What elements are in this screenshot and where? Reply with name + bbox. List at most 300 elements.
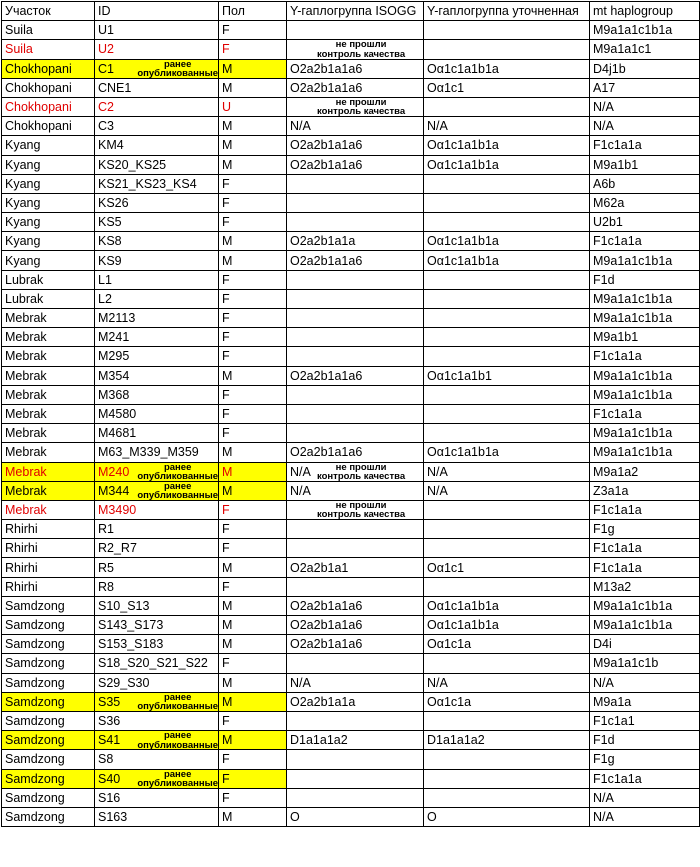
- previously-published-line1: ранее: [163, 692, 192, 703]
- table-row: [2, 404, 700, 423]
- cell-site: [2, 117, 95, 136]
- cell-y-isogg-text: O2a2b1a1a6: [290, 157, 363, 172]
- cell-id: [95, 596, 219, 615]
- cell-site-text: Mebrak: [5, 426, 47, 441]
- cell-y-isogg-text: O: [290, 809, 300, 824]
- cell-sex-text: F: [222, 541, 230, 556]
- cell-mt-haplogroup-text: F1d: [593, 733, 615, 748]
- cell-id-text: S143_S173: [98, 618, 164, 633]
- cell-y-isogg: [287, 443, 424, 462]
- table-row: [2, 769, 700, 788]
- cell-sex: [219, 232, 287, 251]
- cell-site: [2, 213, 95, 232]
- cell-id-text: KS8: [98, 234, 122, 249]
- cell-id-text: KS26: [98, 195, 129, 210]
- cell-mt-haplogroup-text: F1c1a1a: [593, 541, 642, 556]
- cell-mt-haplogroup: [590, 155, 700, 174]
- table-row: [2, 251, 700, 270]
- cell-id: [95, 692, 219, 711]
- cell-mt-haplogroup: [590, 596, 700, 615]
- cell-id-text: KS9: [98, 253, 122, 268]
- cell-mt-haplogroup-text: A6b: [593, 176, 616, 191]
- cell-mt-haplogroup-text: M9a1a1c1b: [593, 656, 659, 671]
- cell-sex-text: F: [222, 311, 230, 326]
- cell-site-text: Chokhopani: [5, 119, 72, 134]
- cell-id: [95, 711, 219, 730]
- cell-id-text: S40: [98, 771, 121, 786]
- cell-site-text: Mebrak: [5, 311, 47, 326]
- cell-id-text: R1: [98, 522, 114, 537]
- cell-mt-haplogroup-text: F1c1a1a: [593, 560, 642, 575]
- cell-id: [95, 807, 219, 826]
- table-row: [2, 616, 700, 635]
- table-row: [2, 78, 700, 97]
- haplogroup-table: [1, 1, 700, 827]
- cell-sex: [219, 366, 287, 385]
- cell-sex-text: F: [222, 176, 230, 191]
- cell-id: [95, 59, 219, 78]
- cell-y-isogg: [287, 807, 424, 826]
- cell-sex-text: M: [222, 61, 233, 76]
- cell-mt-haplogroup-text: M9a1a1c1b1a: [593, 387, 673, 402]
- cell-y-isogg-text: O2a2b1a1a6: [290, 80, 363, 95]
- previously-published-note: [137, 693, 218, 712]
- previously-published-note: [137, 731, 218, 750]
- table-row: [2, 577, 700, 596]
- cell-site: [2, 385, 95, 404]
- cell-sex: [219, 59, 287, 78]
- table-row: [2, 59, 700, 78]
- cell-y-isogg: [287, 97, 424, 116]
- previously-published-line2: опубликованные: [137, 778, 218, 789]
- cell-sex-text: M: [222, 483, 233, 498]
- cell-site: [2, 654, 95, 673]
- cell-y-isogg: [287, 155, 424, 174]
- cell-mt-haplogroup-text: F1c1a1a: [593, 234, 642, 249]
- cell-site: [2, 788, 95, 807]
- cell-mt-haplogroup-text: M62a: [593, 195, 625, 210]
- cell-mt-haplogroup-text: M9a1b1: [593, 157, 639, 172]
- cell-site: [2, 577, 95, 596]
- cell-mt-haplogroup: [590, 481, 700, 500]
- cell-sex: [219, 692, 287, 711]
- cell-y-refined: [424, 654, 590, 673]
- cell-id-text: S16: [98, 790, 121, 805]
- cell-sex: [219, 731, 287, 750]
- cell-sex: [219, 40, 287, 59]
- cell-id: [95, 97, 219, 116]
- cell-site-text: Chokhopani: [5, 100, 72, 115]
- cell-id-text: M4580: [98, 407, 137, 422]
- table-row: [2, 462, 700, 481]
- failed-qc-line1: не прошли: [335, 462, 387, 473]
- cell-site-text: Kyang: [5, 234, 41, 249]
- cell-mt-haplogroup: [590, 577, 700, 596]
- cell-y-refined-text: D1a1a1a2: [427, 733, 485, 748]
- cell-site-text: Kyang: [5, 138, 41, 153]
- previously-published-line2: опубликованные: [137, 471, 218, 482]
- cell-id-text: M4681: [98, 426, 137, 441]
- failed-qc-line2: контроль качества: [317, 509, 406, 520]
- cell-id: [95, 500, 219, 519]
- cell-mt-haplogroup: [590, 174, 700, 193]
- cell-y-refined: [424, 539, 590, 558]
- cell-mt-haplogroup: [590, 404, 700, 423]
- cell-y-refined: [424, 213, 590, 232]
- cell-mt-haplogroup: [590, 40, 700, 59]
- cell-mt-haplogroup: [590, 232, 700, 251]
- cell-sex-text: M: [222, 157, 233, 172]
- cell-sex-text: F: [222, 349, 230, 364]
- cell-id: [95, 750, 219, 769]
- cell-y-refined: [424, 635, 590, 654]
- cell-y-isogg-text: O2a2b1a1a6: [290, 598, 363, 613]
- cell-sex-text: M: [222, 809, 233, 824]
- cell-y-refined: [424, 328, 590, 347]
- cell-y-isogg: [287, 251, 424, 270]
- cell-y-refined: [424, 711, 590, 730]
- cell-site-text: Samdzong: [5, 809, 65, 824]
- cell-site-text: Chokhopani: [5, 61, 72, 76]
- cell-mt-haplogroup: [590, 366, 700, 385]
- cell-y-isogg: [287, 40, 424, 59]
- header-sex: Пол: [219, 2, 287, 21]
- cell-mt-haplogroup: [590, 500, 700, 519]
- cell-sex: [219, 385, 287, 404]
- table-row: [2, 807, 700, 826]
- cell-y-isogg: [287, 616, 424, 635]
- cell-mt-haplogroup-text: M9a1a1c1: [593, 42, 652, 57]
- cell-site: [2, 136, 95, 155]
- cell-site-text: Samdzong: [5, 790, 65, 805]
- cell-site: [2, 424, 95, 443]
- cell-sex-text: F: [222, 330, 230, 345]
- cell-site-text: Kyang: [5, 157, 41, 172]
- previously-published-line1: ранее: [163, 462, 192, 473]
- cell-site: [2, 481, 95, 500]
- cell-id: [95, 654, 219, 673]
- cell-y-refined: [424, 520, 590, 539]
- cell-y-refined: [424, 78, 590, 97]
- cell-y-isogg: [287, 692, 424, 711]
- cell-mt-haplogroup-text: N/A: [593, 790, 614, 805]
- cell-site-text: Samdzong: [5, 598, 65, 613]
- cell-id-text: KM4: [98, 138, 124, 153]
- cell-id-text: KS20_KS25: [98, 157, 167, 172]
- cell-site-text: Samdzong: [5, 675, 65, 690]
- cell-sex-text: F: [222, 195, 230, 210]
- cell-sex-text: F: [222, 407, 230, 422]
- cell-mt-haplogroup-text: D4j1b: [593, 61, 626, 76]
- cell-y-isogg: [287, 136, 424, 155]
- previously-published-line2: опубликованные: [137, 701, 218, 712]
- cell-site-text: Mebrak: [5, 483, 47, 498]
- cell-site-text: Chokhopani: [5, 80, 72, 95]
- cell-y-refined: [424, 97, 590, 116]
- table-row: [2, 155, 700, 174]
- cell-site-text: Mebrak: [5, 349, 47, 364]
- cell-site: [2, 78, 95, 97]
- cell-sex: [219, 21, 287, 40]
- cell-mt-haplogroup-text: Z3a1a: [593, 483, 629, 498]
- cell-mt-haplogroup: [590, 251, 700, 270]
- table-row: [2, 136, 700, 155]
- cell-y-isogg-text: N/A: [290, 675, 311, 690]
- cell-sex: [219, 807, 287, 826]
- cell-id: [95, 136, 219, 155]
- cell-sex: [219, 328, 287, 347]
- cell-sex-text: F: [222, 426, 230, 441]
- cell-y-isogg: [287, 673, 424, 692]
- cell-sex-text: M: [222, 618, 233, 633]
- cell-mt-haplogroup-text: N/A: [593, 809, 614, 824]
- cell-y-refined: [424, 59, 590, 78]
- cell-id: [95, 21, 219, 40]
- cell-y-isogg: [287, 769, 424, 788]
- cell-sex-text: M: [222, 138, 233, 153]
- cell-id-text: M368: [98, 387, 130, 402]
- cell-id-text: U1: [98, 23, 114, 38]
- failed-qc-line1: не прошли: [335, 39, 387, 51]
- cell-sex-text: M: [222, 675, 233, 690]
- cell-site: [2, 558, 95, 577]
- cell-sex-text: M: [222, 445, 233, 460]
- table-row: [2, 40, 700, 59]
- cell-y-refined: [424, 462, 590, 481]
- cell-mt-haplogroup: [590, 635, 700, 654]
- cell-mt-haplogroup: [590, 289, 700, 308]
- cell-sex: [219, 577, 287, 596]
- cell-y-isogg: [287, 481, 424, 500]
- cell-mt-haplogroup-text: M9a1a1c1b1a: [593, 618, 673, 633]
- cell-mt-haplogroup: [590, 385, 700, 404]
- cell-y-refined-text: N/A: [427, 675, 448, 690]
- cell-y-refined-text: Oα1c1a: [427, 694, 472, 709]
- table-row: [2, 654, 700, 673]
- cell-site: [2, 40, 95, 59]
- cell-y-isogg: [287, 635, 424, 654]
- header-mt-haplogroup: mt haplogroup: [590, 2, 700, 21]
- cell-y-refined: [424, 673, 590, 692]
- cell-site: [2, 174, 95, 193]
- cell-mt-haplogroup-text: M9a1b1: [593, 330, 639, 345]
- cell-id: [95, 539, 219, 558]
- cell-site-text: Lubrak: [5, 291, 44, 306]
- previously-published-note: [137, 482, 218, 501]
- cell-site: [2, 711, 95, 730]
- cell-y-refined-text: Oα1c1a1b1: [427, 368, 492, 383]
- cell-id: [95, 520, 219, 539]
- cell-site-text: Samdzong: [5, 618, 65, 633]
- cell-site: [2, 500, 95, 519]
- cell-site: [2, 635, 95, 654]
- table-row: [2, 174, 700, 193]
- cell-id-text: M3490: [98, 502, 137, 517]
- cell-sex-text: M: [222, 598, 233, 613]
- cell-id: [95, 78, 219, 97]
- cell-y-refined-text: N/A: [427, 464, 448, 479]
- cell-site: [2, 731, 95, 750]
- cell-sex-text: F: [222, 215, 230, 230]
- cell-y-refined-text: Oα1c1a1b1a: [427, 598, 499, 613]
- cell-sex: [219, 711, 287, 730]
- cell-mt-haplogroup-text: M9a1a1c1b1a: [593, 23, 673, 38]
- cell-site: [2, 193, 95, 212]
- cell-mt-haplogroup: [590, 520, 700, 539]
- cell-y-refined: [424, 347, 590, 366]
- cell-sex: [219, 539, 287, 558]
- cell-mt-haplogroup-text: U2b1: [593, 215, 623, 230]
- cell-site-text: Samdzong: [5, 714, 65, 729]
- cell-sex: [219, 136, 287, 155]
- table-row: [2, 750, 700, 769]
- table-row: [2, 21, 700, 40]
- cell-mt-haplogroup-text: D4i: [593, 637, 612, 652]
- cell-mt-haplogroup: [590, 750, 700, 769]
- table-row: [2, 731, 700, 750]
- cell-id: [95, 385, 219, 404]
- cell-mt-haplogroup: [590, 270, 700, 289]
- cell-mt-haplogroup-text: F1d: [593, 272, 615, 287]
- cell-y-refined-text: N/A: [427, 119, 448, 134]
- cell-id-text: KS21_KS23_KS4: [98, 176, 197, 191]
- cell-mt-haplogroup: [590, 117, 700, 136]
- cell-sex: [219, 347, 287, 366]
- cell-sex: [219, 769, 287, 788]
- cell-site-text: Rhirhi: [5, 522, 38, 537]
- cell-mt-haplogroup: [590, 21, 700, 40]
- cell-id: [95, 731, 219, 750]
- cell-mt-haplogroup-text: M9a1a2: [593, 464, 639, 479]
- cell-y-refined: [424, 385, 590, 404]
- cell-mt-haplogroup: [590, 558, 700, 577]
- cell-id: [95, 270, 219, 289]
- cell-mt-haplogroup-text: M13a2: [593, 579, 632, 594]
- cell-y-refined: [424, 577, 590, 596]
- table-row: [2, 385, 700, 404]
- cell-y-isogg-text: N/A: [290, 464, 311, 479]
- cell-mt-haplogroup-text: N/A: [593, 100, 614, 115]
- cell-y-isogg: [287, 750, 424, 769]
- cell-id: [95, 769, 219, 788]
- cell-y-isogg: [287, 731, 424, 750]
- cell-sex: [219, 616, 287, 635]
- table-row: [2, 117, 700, 136]
- failed-qc-note: [317, 501, 405, 520]
- cell-y-refined: [424, 309, 590, 328]
- cell-id: [95, 673, 219, 692]
- cell-sex: [219, 270, 287, 289]
- cell-mt-haplogroup-text: M9a1a1c1b1a: [593, 311, 673, 326]
- cell-y-refined: [424, 251, 590, 270]
- cell-sex: [219, 750, 287, 769]
- cell-id: [95, 328, 219, 347]
- cell-y-isogg: [287, 117, 424, 136]
- cell-mt-haplogroup-text: M9a1a1c1b1a: [593, 445, 673, 460]
- cell-y-isogg-text: O2a2b1a1a6: [290, 637, 363, 652]
- cell-site: [2, 347, 95, 366]
- cell-y-isogg: [287, 654, 424, 673]
- failed-qc-note: [317, 463, 405, 482]
- previously-published-line1: ранее: [163, 769, 192, 780]
- cell-site: [2, 520, 95, 539]
- cell-id: [95, 616, 219, 635]
- cell-id: [95, 232, 219, 251]
- cell-id: [95, 309, 219, 328]
- cell-y-isogg: [287, 78, 424, 97]
- cell-y-isogg: [287, 424, 424, 443]
- cell-mt-haplogroup-text: F1g: [593, 752, 615, 767]
- cell-y-refined: [424, 558, 590, 577]
- cell-y-refined: [424, 424, 590, 443]
- cell-y-isogg-text: N/A: [290, 483, 311, 498]
- cell-site-text: Kyang: [5, 215, 41, 230]
- cell-sex: [219, 462, 287, 481]
- cell-mt-haplogroup-text: M9a1a1c1b1a: [593, 368, 673, 383]
- cell-sex-text: F: [222, 272, 230, 287]
- cell-id: [95, 462, 219, 481]
- table-row: [2, 481, 700, 500]
- cell-mt-haplogroup-text: N/A: [593, 119, 614, 134]
- cell-mt-haplogroup: [590, 347, 700, 366]
- table-row: [2, 328, 700, 347]
- cell-sex-text: F: [222, 714, 230, 729]
- cell-y-refined: [424, 366, 590, 385]
- cell-mt-haplogroup-text: F1c1a1a: [593, 138, 642, 153]
- cell-y-refined-text: Oα1c1a1b1a: [427, 618, 499, 633]
- table-row: [2, 539, 700, 558]
- cell-y-isogg: [287, 788, 424, 807]
- cell-y-refined: [424, 289, 590, 308]
- cell-site: [2, 309, 95, 328]
- table-row: [2, 97, 700, 116]
- cell-sex: [219, 213, 287, 232]
- cell-sex-text: M: [222, 119, 233, 134]
- cell-id: [95, 347, 219, 366]
- table-row: [2, 193, 700, 212]
- cell-sex-text: M: [222, 368, 233, 383]
- header-id: ID: [95, 2, 219, 21]
- cell-y-refined: [424, 616, 590, 635]
- cell-site-text: Mebrak: [5, 464, 47, 479]
- cell-site-text: Kyang: [5, 253, 41, 268]
- cell-y-isogg-text: O2a2b1a1a: [290, 234, 356, 249]
- cell-sex-text: M: [222, 464, 233, 479]
- cell-site: [2, 155, 95, 174]
- cell-id: [95, 40, 219, 59]
- cell-site: [2, 596, 95, 615]
- cell-id-text: S41: [98, 733, 121, 748]
- cell-y-isogg: [287, 539, 424, 558]
- cell-id: [95, 577, 219, 596]
- cell-sex: [219, 289, 287, 308]
- cell-id: [95, 404, 219, 423]
- cell-mt-haplogroup: [590, 97, 700, 116]
- cell-id: [95, 117, 219, 136]
- cell-y-isogg: [287, 309, 424, 328]
- cell-y-isogg: [287, 174, 424, 193]
- cell-y-refined: [424, 21, 590, 40]
- failed-qc-note: [317, 98, 405, 117]
- cell-y-isogg-text: D1a1a1a2: [290, 733, 348, 748]
- table-body: [2, 21, 700, 827]
- cell-mt-haplogroup: [590, 136, 700, 155]
- cell-y-refined: [424, 404, 590, 423]
- cell-y-refined: [424, 136, 590, 155]
- cell-mt-haplogroup-text: F1g: [593, 522, 615, 537]
- cell-id-text: M354: [98, 368, 130, 383]
- cell-y-isogg: [287, 558, 424, 577]
